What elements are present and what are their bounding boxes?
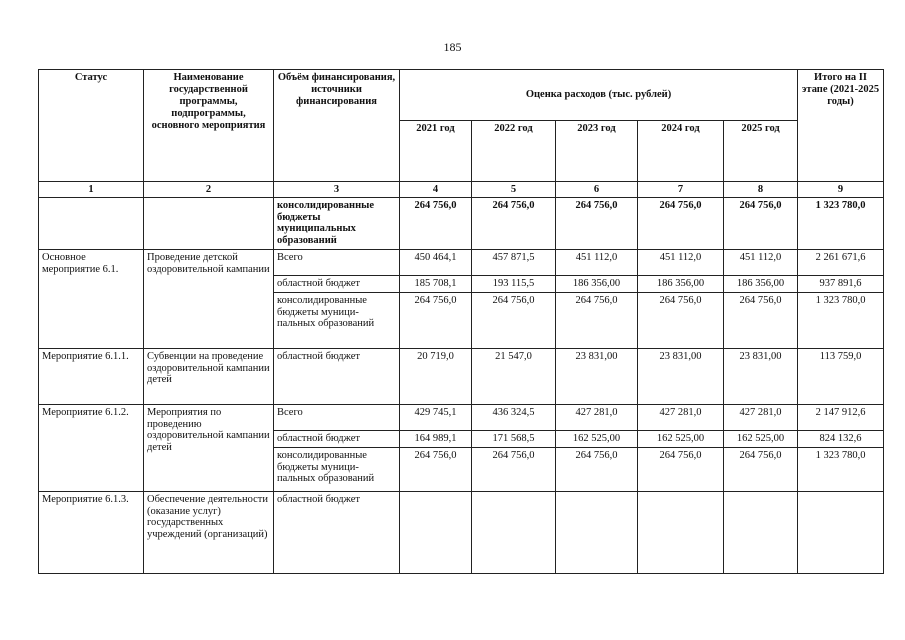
- table-row: [39, 250, 884, 276]
- name-cell: Обеспечение деятельности (оказание услуг) государственных учреждений (организаций): [144, 492, 274, 574]
- value-cell: 185 708,1: [400, 276, 472, 293]
- value-cell: 186 356,00: [556, 276, 638, 293]
- status-cell: [39, 198, 144, 250]
- value-cell: 264 756,0: [472, 448, 556, 492]
- value-cell: 264 756,0: [638, 198, 724, 250]
- value-cell: 162 525,00: [556, 431, 638, 448]
- status-cell: Мероприятие 6.1.2.: [39, 405, 144, 492]
- header-stage-total: Итого на II этапе (2021-2025 годы): [798, 70, 884, 182]
- header-status: Статус: [39, 70, 144, 182]
- name-cell: Мероприятия по проведению оздоровительной кампании детей: [144, 405, 274, 492]
- value-cell: 20 719,0: [400, 349, 472, 405]
- value-cell: 264 756,0: [638, 448, 724, 492]
- source-cell: областной бюджет: [274, 349, 400, 405]
- value-cell: 171 568,5: [472, 431, 556, 448]
- value-cell: 162 525,00: [638, 431, 724, 448]
- total-cell: 2 261 671,6: [798, 250, 884, 276]
- column-number: 7: [638, 182, 724, 198]
- name-cell: Субвенции на проведение оздоровительной кампании детей: [144, 349, 274, 405]
- table-row: [39, 349, 884, 405]
- name-cell: [144, 198, 274, 250]
- column-number: 3: [274, 182, 400, 198]
- header-year-2023: 2023 год: [556, 121, 638, 182]
- value-cell: 451 112,0: [556, 250, 638, 276]
- column-number: 2: [144, 182, 274, 198]
- column-number: 6: [556, 182, 638, 198]
- value-cell: 457 871,5: [472, 250, 556, 276]
- value-cell: [638, 492, 724, 574]
- value-cell: 264 756,0: [400, 198, 472, 250]
- value-cell: 427 281,0: [724, 405, 798, 431]
- name-cell: Проведение детской оздоровительной кампании: [144, 250, 274, 349]
- value-cell: 436 324,5: [472, 405, 556, 431]
- status-cell: Основное мероприятие 6.1.: [39, 250, 144, 349]
- total-cell: 1 323 780,0: [798, 198, 884, 250]
- value-cell: 264 756,0: [472, 293, 556, 349]
- value-cell: 186 356,00: [724, 276, 798, 293]
- source-cell: областной бюджет: [274, 492, 400, 574]
- total-cell: 113 759,0: [798, 349, 884, 405]
- table-row: [39, 198, 884, 250]
- value-cell: 193 115,5: [472, 276, 556, 293]
- total-cell: 1 323 780,0: [798, 448, 884, 492]
- value-cell: [724, 492, 798, 574]
- total-cell: [798, 492, 884, 574]
- value-cell: 23 831,00: [638, 349, 724, 405]
- value-cell: 23 831,00: [724, 349, 798, 405]
- value-cell: 264 756,0: [724, 448, 798, 492]
- value-cell: [472, 492, 556, 574]
- source-cell: областной бюджет: [274, 276, 400, 293]
- value-cell: [556, 492, 638, 574]
- value-cell: 264 756,0: [638, 293, 724, 349]
- source-cell: областной бюджет: [274, 431, 400, 448]
- value-cell: 451 112,0: [638, 250, 724, 276]
- value-cell: 427 281,0: [638, 405, 724, 431]
- header-year-2024: 2024 год: [638, 121, 724, 182]
- value-cell: 264 756,0: [724, 198, 798, 250]
- source-cell: Всего: [274, 405, 400, 431]
- value-cell: 264 756,0: [556, 293, 638, 349]
- value-cell: 451 112,0: [724, 250, 798, 276]
- value-cell: 21 547,0: [472, 349, 556, 405]
- column-number: 8: [724, 182, 798, 198]
- source-cell: консолидированные бюджеты муници-пальных образований: [274, 448, 400, 492]
- value-cell: 429 745,1: [400, 405, 472, 431]
- source-cell: Всего: [274, 250, 400, 276]
- value-cell: 450 464,1: [400, 250, 472, 276]
- column-number: 4: [400, 182, 472, 198]
- source-cell: консолидированные бюджеты муници-пальных образований: [274, 293, 400, 349]
- page-number: 185: [443, 40, 462, 54]
- value-cell: 23 831,00: [556, 349, 638, 405]
- value-cell: 264 756,0: [556, 198, 638, 250]
- header-year-2025: 2025 год: [724, 121, 798, 182]
- status-cell: Мероприятие 6.1.3.: [39, 492, 144, 574]
- total-cell: 937 891,6: [798, 276, 884, 293]
- value-cell: 427 281,0: [556, 405, 638, 431]
- value-cell: 264 756,0: [400, 448, 472, 492]
- total-cell: 1 323 780,0: [798, 293, 884, 349]
- value-cell: 164 989,1: [400, 431, 472, 448]
- total-cell: 2 147 912,6: [798, 405, 884, 431]
- value-cell: 264 756,0: [556, 448, 638, 492]
- budget-table: [38, 69, 884, 574]
- total-cell: 824 132,6: [798, 431, 884, 448]
- header-expense-estimate: Оценка расходов (тыс. рублей): [400, 70, 798, 121]
- value-cell: 186 356,00: [638, 276, 724, 293]
- source-cell: консолидированные бюджеты муниципальных образований: [274, 198, 400, 250]
- status-cell: Мероприятие 6.1.1.: [39, 349, 144, 405]
- header-program-name: Наименование государственной программы, подпрограммы, основного мероприятия: [144, 70, 274, 182]
- header-year-2021: 2021 год: [400, 121, 472, 182]
- header-year-2022: 2022 год: [472, 121, 556, 182]
- column-number: 1: [39, 182, 144, 198]
- value-cell: 264 756,0: [400, 293, 472, 349]
- column-number-row: [39, 182, 884, 198]
- table-row: [39, 492, 884, 574]
- value-cell: 264 756,0: [724, 293, 798, 349]
- value-cell: 162 525,00: [724, 431, 798, 448]
- table-row: [39, 405, 884, 431]
- column-number: 5: [472, 182, 556, 198]
- column-number: 9: [798, 182, 884, 198]
- header-funding-volume: Объём финансирования, источники финансирования: [274, 70, 400, 182]
- value-cell: 264 756,0: [472, 198, 556, 250]
- value-cell: [400, 492, 472, 574]
